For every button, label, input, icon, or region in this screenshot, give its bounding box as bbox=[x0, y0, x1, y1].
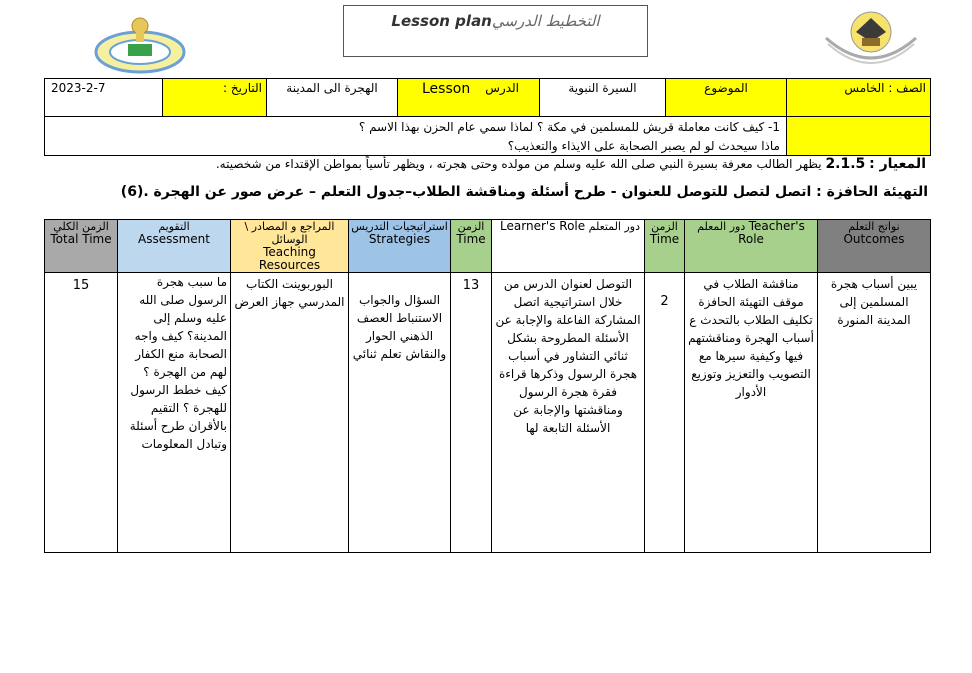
title-box bbox=[343, 5, 648, 57]
empty-yellow-cell bbox=[787, 117, 931, 156]
col-teacher-role: دور المعلم Teacher's Role bbox=[685, 220, 818, 273]
total-time-value: 15 bbox=[45, 273, 118, 553]
col-learner-role: Learner's Role دور المتعلم bbox=[492, 220, 645, 273]
lesson-label-ar: الدرس bbox=[485, 81, 519, 95]
lesson-plan-table bbox=[44, 219, 931, 553]
col-resources: المراجع و المصادر \ الوسائل Teaching Resources bbox=[231, 220, 349, 273]
date-value: 2023-2-7 bbox=[45, 79, 163, 117]
learner-role-cell: التوصل لعنوان الدرس من خلال استراتيجية اتصل المشاركة الفاعلة والإجابة عن الأسئلة المطروحة بشكل ثنائي التشاور في أسباب هجرة الرسول وذكرها قراءة فقرة هجرة الرسول ومناقشتها والإجابة عن الأسئلة التابعة لها bbox=[492, 273, 645, 553]
warmup-line: التهيئة الحافزة : اتصل لتصل للتوصل للعنوان - طرح أسئلة ومناقشة الطلاب–جدول التعلم – عرض صور عن الهجرة .(6) bbox=[120, 184, 928, 200]
standard-label: المعيار : bbox=[869, 156, 926, 172]
guiding-questions bbox=[45, 117, 787, 156]
lesson-label bbox=[398, 79, 540, 117]
standard-code: 2.1.5 bbox=[825, 156, 866, 172]
school-logo-left bbox=[92, 14, 188, 74]
resources-cell: البوربوينت الكتاب المدرسي جهاز العرض bbox=[231, 273, 349, 553]
question-1: 1- كيف كانت معاملة قريش للمسلمين في مكة ؟ لماذا سمي عام الحزن بهذا الاسم ؟ bbox=[358, 120, 780, 134]
title-english: Lesson plan bbox=[391, 12, 492, 30]
question-2: ماذا سيحدث لو لم يصبر الصحابة على الايذاء والتعذيب؟ bbox=[507, 139, 780, 153]
title-arabic: التخطيط الدرسي bbox=[491, 12, 600, 30]
col-outcomes: نواتج التعلم Outcomes bbox=[818, 220, 931, 273]
col-time-teacher: الزمن Time bbox=[645, 220, 685, 273]
subject-value: السيرة النبوية bbox=[540, 79, 666, 117]
teacher-time-value: 2 bbox=[645, 273, 685, 553]
col-strategies: استراتيجيات التدريس Strategies bbox=[349, 220, 451, 273]
col-assessment: التقويم Assessment bbox=[118, 220, 231, 273]
lesson-label-en: Lesson bbox=[422, 81, 471, 97]
outcomes-cell: يبين أسباب هجرة المسلمين إلى المدينة المنورة bbox=[818, 273, 931, 553]
standard-text: يظهر الطالب معرفة بسيرة النبي صلى الله عليه وسلم من مولده وحتى هجرته ، ويظهر تأسياً بمواطن الإقتداء من شخصيته. bbox=[215, 157, 822, 171]
strategies-cell: السؤال والجواب الاستنباط العصف الذهني الحوار والنقاش تعلم ثنائي bbox=[349, 273, 451, 553]
assessment-cell: ما سبب هجرة الرسول صلى الله عليه وسلم إلى المدينة؟ كيف واجه الصحابة منع الكفار لهم من الهجرة ؟ كيف خطط الرسول للهجرة ؟ التقيم بالأقران طرح أسئلة وتبادل المعلومات bbox=[118, 273, 231, 553]
page-title bbox=[344, 12, 647, 30]
standard-line bbox=[216, 156, 926, 172]
grade: الصف : الخامس bbox=[787, 79, 931, 117]
teacher-role-cell: مناقشة الطلاب في موقف التهيئة الحافزة تكليف الطلاب بالتحدث ع أسباب الهجرة ومناقشتهم فيها وكيفية سيرها مع التصويب والتعزيز وتوزيع الأدوار bbox=[685, 273, 818, 553]
col-total-time: الزمن الكلي Total Time bbox=[45, 220, 118, 273]
lesson-info-table bbox=[44, 78, 931, 156]
learner-time-value: 13 bbox=[451, 273, 492, 553]
subject-label: الموضوع bbox=[666, 79, 787, 117]
date-label: التاريخ : bbox=[163, 79, 267, 117]
col-time-learner: الزمن Time bbox=[451, 220, 492, 273]
lesson-value: الهجرة الى المدينة bbox=[267, 79, 398, 117]
school-logo-right bbox=[816, 8, 926, 70]
